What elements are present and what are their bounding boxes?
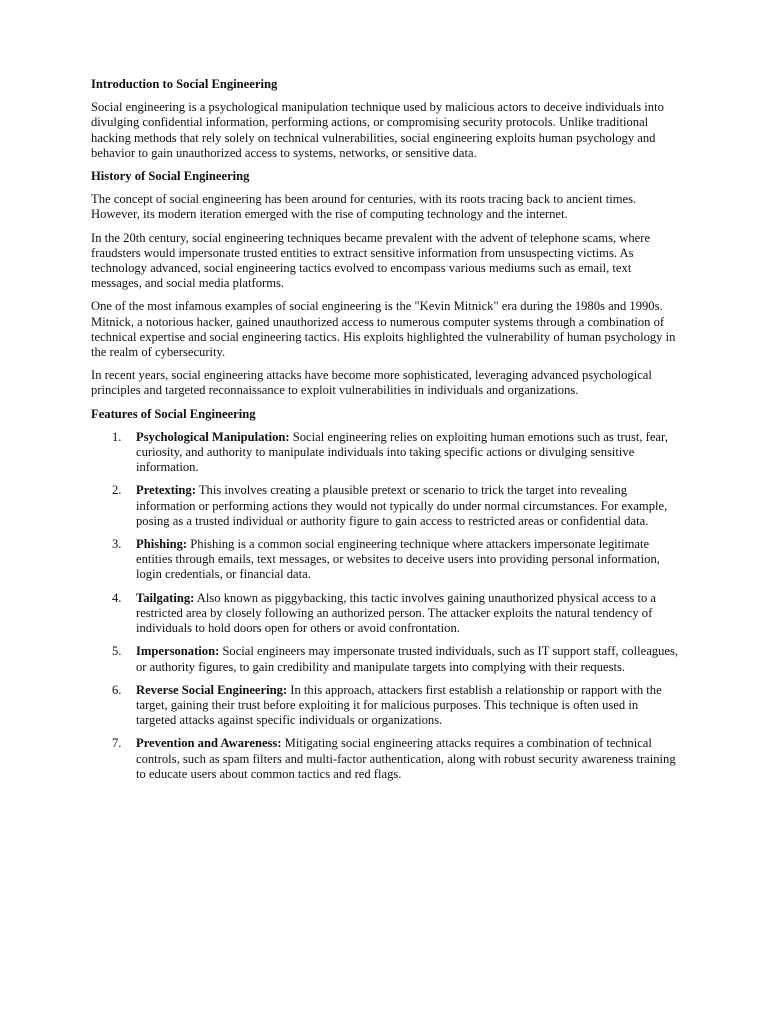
list-term: Psychological Manipulation: xyxy=(136,429,290,444)
list-term: Tailgating: xyxy=(136,590,195,605)
list-item xyxy=(91,591,681,637)
list-number: 3. xyxy=(112,537,122,552)
paragraph: In recent years, social engineering attacks have become more sophisticated, leveraging advanced psychological principles and targeted reconnaissance to exploit vulnerabilities in individuals and organizations. xyxy=(91,368,652,398)
list-number: 4. xyxy=(112,590,122,605)
list-number: 5. xyxy=(112,644,122,659)
section-heading: Features of Social Engineering xyxy=(91,406,256,421)
list-text: Also known as piggybacking, this tactic involves gaining unauthorized physical access to a restricted area by closely following an authorized person. The attacker exploits the natural tendency of individuals to hold doors open for others or avoid confrontation. xyxy=(136,590,656,636)
list-item xyxy=(91,430,681,476)
list-number: 2. xyxy=(112,483,122,498)
paragraph: In the 20th century, social engineering techniques became prevalent with the advent of telephone scams, where fraudsters would impersonate trusted entities to extract sensitive information from unsuspecting victims. As technology advanced, social engineering tactics evolved to encompass various mediums such as email, text messages, and social media platforms. xyxy=(91,230,651,291)
list-item xyxy=(91,644,681,674)
list-number: 1. xyxy=(112,429,122,444)
list-term: Reverse Social Engineering: xyxy=(136,682,288,697)
list-text: This involves creating a plausible pretext or scenario to trick the target into revealing information or performing actions they would not typically do under normal circumstances. For example, posing as a trusted individual or authority figure to gain access to restricted areas or confidential data. xyxy=(136,483,668,528)
list-term: Impersonation: xyxy=(136,644,220,659)
features-list xyxy=(91,430,681,782)
list-term: Prevention and Awareness: xyxy=(136,736,282,751)
section-history xyxy=(91,169,681,399)
list-text: Phishing is a common social engineering technique where attackers impersonate legitimate entities through emails, text messages, or websites to deceive users into providing personal information, login credentials, or financial data. xyxy=(136,537,660,582)
list-term: Pretexting: xyxy=(136,483,196,498)
section-heading: Introduction to Social Engineering xyxy=(91,77,278,91)
document-page xyxy=(91,77,681,790)
list-text: Social engineering relies on exploiting human emotions such as trust, fear, curiosity, and authority to manipulate individuals into taking specific actions or divulging sensitive information. xyxy=(136,429,668,475)
list-item xyxy=(91,683,681,729)
list-item xyxy=(91,537,681,583)
list-item xyxy=(91,736,681,782)
paragraph: One of the most infamous examples of social engineering is the "Kevin Mitnick" era during the 1980s and 1990s. Mitnick, a notorious hacker, gained unauthorized access to numerous computer systems through a combination of technical expertise and social engineering tactics. His exploits highlighted the vulnerability of human psychology in the realm of cybersecurity. xyxy=(91,299,676,360)
section-features xyxy=(91,407,681,782)
list-term: Phishing: xyxy=(136,537,188,552)
list-item xyxy=(91,483,681,529)
list-text: Social engineers may impersonate trusted individuals, such as IT support staff, colleagues, or authority figures, to gain credibility and manipulate targets into complying with their requests. xyxy=(136,644,679,674)
list-number: 7. xyxy=(112,736,122,751)
section-introduction xyxy=(91,77,681,161)
paragraph: Social engineering is a psychological manipulation technique used by malicious actors to deceive individuals into divulging confidential information, performing actions, or compromising security protocols. Unlike traditional hacking methods that rely solely on technical vulnerabilities, social engineering exploits human psychology and behavior to gain unauthorized access to systems, networks, or sensitive data. xyxy=(91,100,664,160)
paragraph: The concept of social engineering has been around for centuries, with its roots tracing back to ancient times. However, its modern iteration emerged with the rise of computing technology and the internet. xyxy=(91,192,637,222)
section-heading: History of Social Engineering xyxy=(91,169,250,184)
list-number: 6. xyxy=(112,682,122,697)
list-text: Mitigating social engineering attacks requires a combination of technical controls, such as spam filters and multi-factor authentication, along with robust security awareness training to educate users about common tactics and red flags. xyxy=(136,736,676,781)
list-text: In this approach, attackers first establish a relationship or rapport with the target, gaining their trust before exploiting it for malicious purposes. This technique is often used in targeted attacks against specific individuals or organizations. xyxy=(136,682,662,728)
